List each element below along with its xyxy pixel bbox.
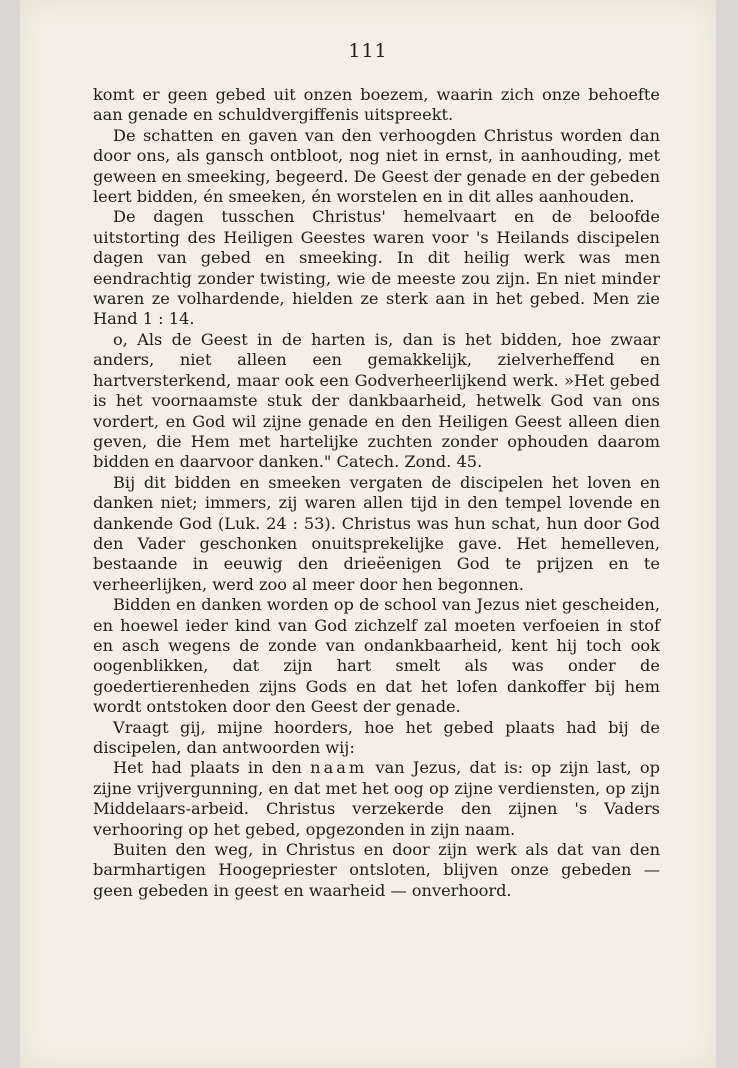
page-number: 111 xyxy=(348,40,388,62)
paragraph-8-before: Het had plaats in den xyxy=(113,758,302,778)
paragraph-9: Buiten den weg, in Christus en door zijn werk als dat van den barmhartigen Hoogepriester ontsloten, blijven onze gebeden — geen gebeden in geest en waarheid — onverhoord. xyxy=(93,840,660,900)
paragraph-6: Bidden en danken worden op de school van Jezus niet gescheiden, en hoewel ieder kind van God zichzelf zal moeten verfoeien in stof en asch wegens de zonde van ondankbaarheid, kent hij toch ook oogenblikken, dat zijn hart smelt als was onder de goedertierenheden zijns Gods en dat het lofen dankoffer bij hem wordt ontstoken door den Geest der genade. xyxy=(93,595,660,717)
body-text xyxy=(93,85,660,901)
paragraph-5: Bij dit bidden en smeeken vergaten de discipelen het loven en danken niet; immers, zij waren allen tijd in den tempel lovende en dankende God (Luk. 24 : 53). Christus was hun schat, hun door God den Vader geschonken onuitsprekelijke gave. Het hemelleven, bestaande in eeuwig den drieëenigen God te prijzen en te verheerlijken, werd zoo al meer door hen begonnen. xyxy=(93,472,660,594)
book-page xyxy=(20,0,716,1068)
paragraph-4: o, Als de Geest in de harten is, dan is het bidden, hoe zwaar anders, niet alleen een gemakkelijk, zielverheffend en hartversterkend, maar ook een Godverheerlijkend werk. »Het gebed is het voornaamste stuk der dankbaarheid, hetwelk God van ons vordert, en God wil zijne genade en den Heiligen Geest alleen dien geven, die Hem met hartelijke zuchten zonder ophouden daarom bidden en daarvoor danken." Catech. Zond. 45. xyxy=(93,329,660,472)
paragraph-3: De dagen tusschen Christus' hemelvaart en de beloofde uitstorting des Heiligen Geestes waren voor 's Heilands discipelen dagen van gebed en smeeking. In dit heilig werk was men eendrachtig zonder twisting, wie de meeste zou zijn. En niet minder waren ze volhardende, hielden ze sterk aan in het gebed. Men zie Hand 1 : 14. xyxy=(93,207,660,329)
paragraph-8-after: van Jezus, dat is: op zijn last, op zijne vrijvergunning, en dat met het oog op zijne verdiensten, op zijn Middelaars-arbeid. Christus verzekerde den zijnen 's Vaders verhooring op het gebed, opgezonden in zijn naam. xyxy=(93,758,660,839)
paragraph-1: komt er geen gebed uit onzen boezem, waarin zich onze behoefte aan genade en schuldvergiffenis uitspreekt. xyxy=(93,85,660,125)
paragraph-2: De schatten en gaven van den verhoogden Christus worden dan door ons, als gansch ontbloot, nog niet in ernst, in aanhouding, met geween en smeeking, begeerd. De Geest der genade en der gebeden leert bidden, én smeeken, én worstelen en in dit alles aanhouden. xyxy=(93,125,660,207)
paragraph-7: Vraagt gij, mijne hoorders, hoe het gebed plaats had bij de discipelen, dan antwoorden wij: xyxy=(93,717,660,757)
emphasized-word: naam xyxy=(310,758,368,778)
paragraph-8 xyxy=(93,758,660,840)
